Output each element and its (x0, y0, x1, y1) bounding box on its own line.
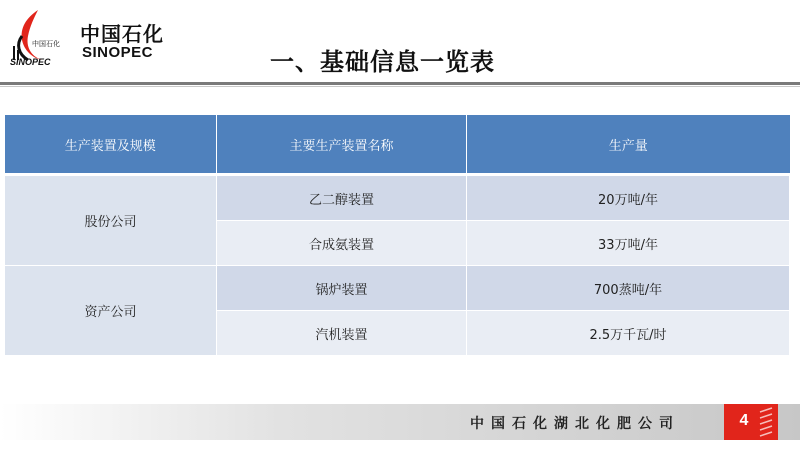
sinopec-logo (8, 6, 168, 66)
title-divider-thin (0, 86, 800, 87)
group-cell: 资产公司 (5, 266, 217, 356)
title-divider (0, 82, 800, 85)
footer-bar (0, 404, 800, 440)
logo-mark-text: 中国石化 (32, 40, 60, 48)
output-cell: 2.5万千瓦/时 (467, 311, 790, 356)
device-cell: 合成氨装置 (217, 221, 467, 266)
footer-company-name: 中国石化湖北化肥公司 (470, 416, 680, 432)
sinopec-emblem-icon (8, 6, 70, 66)
header-output: 生产量 (467, 115, 790, 175)
logo-chinese-name: 中国石化 (80, 22, 164, 46)
page-title: 一、基础信息一览表 (270, 48, 495, 76)
group-cell: 股份公司 (5, 175, 217, 266)
output-cell: 33万吨/年 (467, 221, 790, 266)
header-device-name: 主要生产装置名称 (217, 115, 467, 175)
logo-mark-sinopec: SINOPEC (10, 57, 51, 66)
header-scale: 生产装置及规模 (5, 115, 217, 175)
output-cell: 20万吨/年 (467, 175, 790, 221)
page-number-badge (724, 404, 778, 440)
table-row (5, 175, 790, 221)
output-cell: 700蒸吨/年 (467, 266, 790, 311)
table-row (5, 266, 790, 311)
logo-english-name: SINOPEC (82, 44, 154, 61)
table-header-row (5, 115, 790, 175)
decorative-stripes-icon (758, 406, 774, 438)
device-cell: 锅炉装置 (217, 266, 467, 311)
page-number: 4 (739, 412, 749, 429)
device-cell: 汽机装置 (217, 311, 467, 356)
info-table (4, 115, 790, 356)
device-cell: 乙二醇装置 (217, 175, 467, 221)
